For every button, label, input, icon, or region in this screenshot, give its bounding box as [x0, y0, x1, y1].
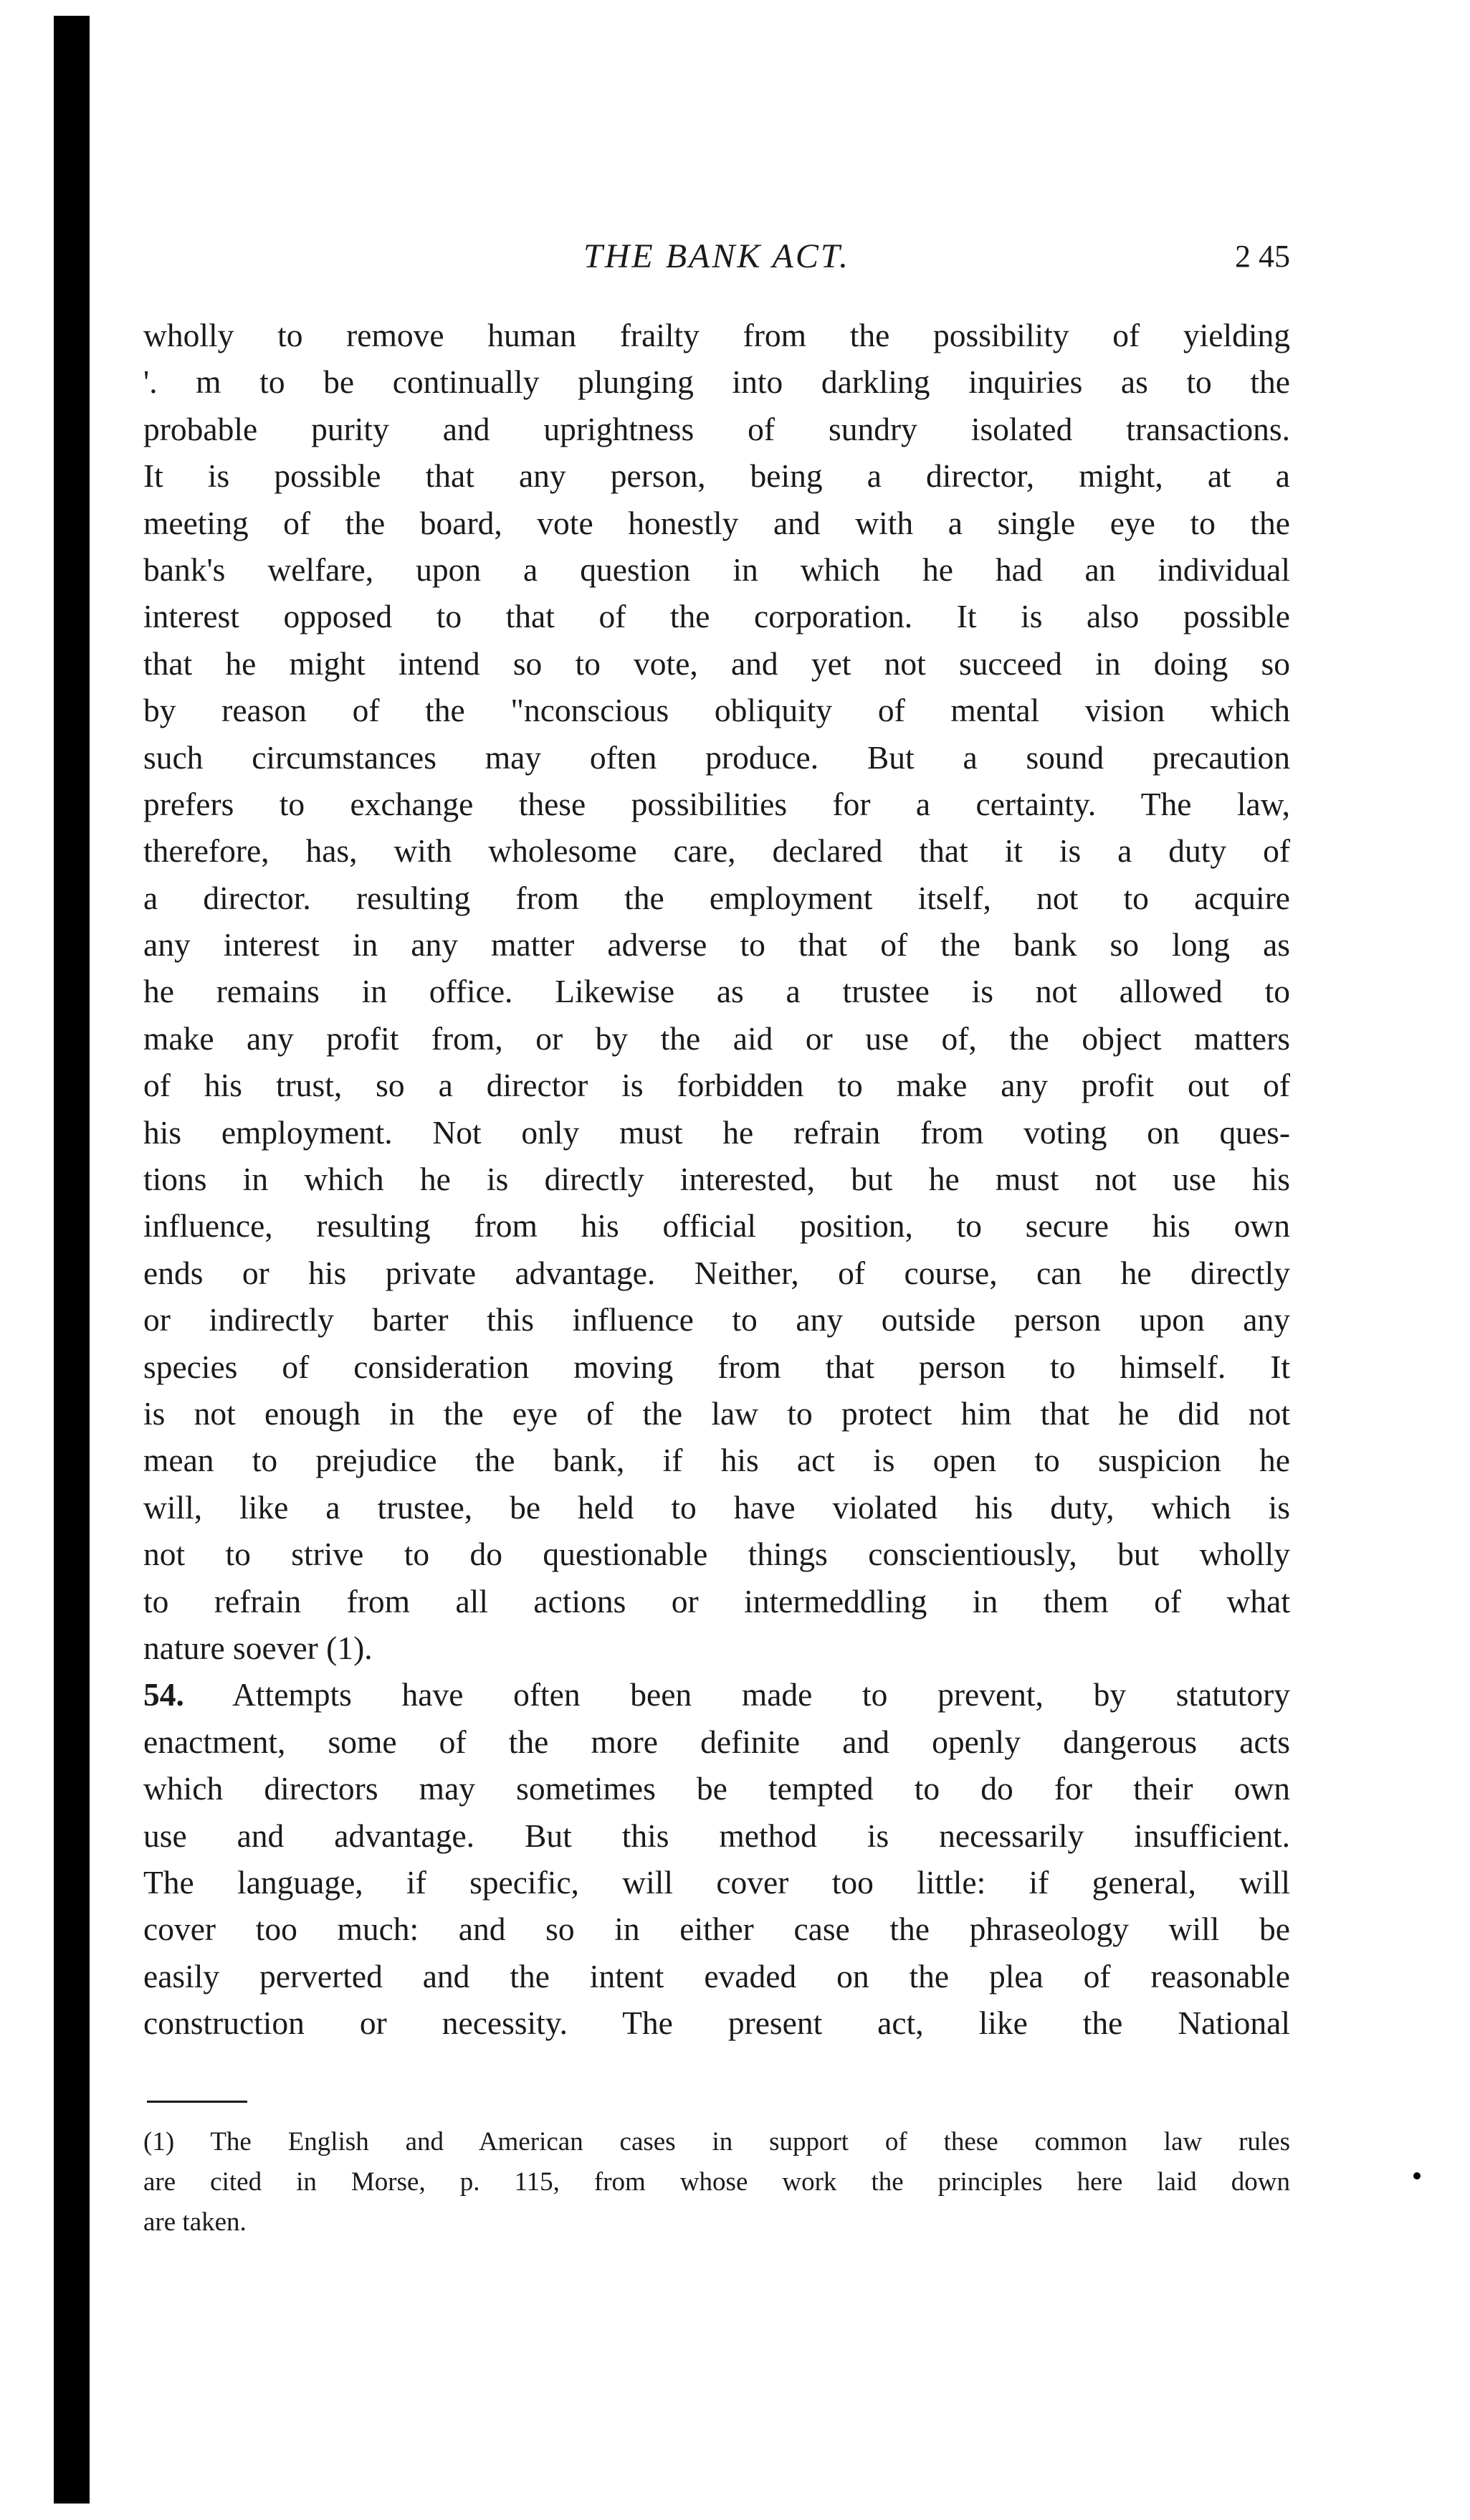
text-line: of his trust, so a director is forbidden to make any profit out of [143, 1067, 1290, 1104]
paragraph-54-opening: Attempts have often been made to prevent, by statutory [232, 1676, 1290, 1713]
text-line: a director. resulting from the employment itself, not to acquire [143, 879, 1290, 916]
text-line: influence, resulting from his official position, to secure his own [143, 1207, 1290, 1245]
text-line: make any profit from, or by the aid or use of, the object matters [143, 1019, 1290, 1057]
text-line: that he might intend so to vote, and yet not succeed in doing so [143, 645, 1290, 682]
text-line: It is possible that any person, being a director, might, at a [143, 457, 1290, 495]
text-line: probable purity and uprightness of sundry isolated transactions. [143, 410, 1290, 447]
footnote [143, 2122, 1290, 2243]
text-line: his employment. Not only must he refrain from voting on ques- [143, 1113, 1290, 1151]
text-line: is not enough in the eye of the law to protect him that he did not [143, 1394, 1290, 1432]
page-binding-edge [54, 16, 90, 2504]
text-line: to refrain from all actions or intermeddling in them of what [143, 1582, 1290, 1620]
text-line: mean to prejudice the bank, if his act is open to suspicion he [143, 1442, 1290, 1479]
text-line: he remains in office. Likewise as a trustee is not allowed to [143, 973, 1290, 1010]
text-line: enactment, some of the more definite and openly dangerous acts [143, 1723, 1290, 1760]
text-line: tions in which he is directly interested, but he must not use his [143, 1161, 1290, 1198]
text-line: cover too much: and so in either case the phraseology will be [143, 1911, 1290, 1948]
text-line: not to strive to do questionable things conscientiously, but wholly [143, 1536, 1290, 1573]
text-line: bank's welfare, upon a question in which he had an individual [143, 551, 1290, 588]
text-line: which directors may sometimes be tempted to do for their own [143, 1770, 1290, 1807]
text-line: '. m to be continually plunging into darkling inquiries as to the [143, 363, 1290, 401]
footnote-line: (1) The English and American cases in support of these common law rules [143, 2127, 1290, 2157]
paragraph-54-first-line [143, 1671, 1290, 1718]
body-text [143, 312, 1290, 2046]
text-line: interest opposed to that of the corporation. It is also possible [143, 598, 1290, 635]
text-line: The language, if specific, will cover too little: if general, will [143, 1863, 1290, 1901]
text-line: such circumstances may often produce. But a sound precaution [143, 738, 1290, 776]
page-header [143, 228, 1290, 285]
text-line: or indirectly barter this influence to any outside person upon any [143, 1301, 1290, 1339]
text-line: wholly to remove human frailty from the possibility of yielding [143, 317, 1290, 353]
text-line: ends or his private advantage. Neither, of course, can he directly [143, 1254, 1290, 1291]
text-line: meeting of the board, vote honestly and with a single eye to the [143, 504, 1290, 541]
stray-ink-dot [1413, 2172, 1421, 2179]
text-line: species of consideration moving from that person to himself. It [143, 1348, 1290, 1385]
footnote-line: are cited in Morse, p. 115, from whose work the principles here laid down [143, 2167, 1290, 2197]
running-head: THE BANK ACT. [583, 237, 850, 275]
text-line: construction or necessity. The present act, like the National [143, 2005, 1290, 2042]
text-line: will, like a trustee, be held to have violated his duty, which is [143, 1488, 1290, 1526]
text-line: easily perverted and the intent evaded on the plea of reasonable [143, 1957, 1290, 1994]
footnote-rule [147, 2101, 247, 2103]
text-line: use and advantage. But this method is necessarily insufficient. [143, 1817, 1290, 1854]
text-line: by reason of the "nconscious obliquity of mental vision which [143, 692, 1290, 729]
text-line: prefers to exchange these possibilities for a certainty. The law, [143, 785, 1290, 822]
text-line: therefore, has, with wholesome care, declared that it is a duty of [143, 832, 1290, 870]
text-line: nature soever (1). [143, 1629, 373, 1666]
text-line: any interest in any matter adverse to that of the bank so long as [143, 926, 1290, 964]
page-number: 2 45 [1235, 239, 1290, 274]
paragraph-number: 54. [143, 1676, 184, 1713]
footnote-line: are taken. [143, 2207, 247, 2237]
